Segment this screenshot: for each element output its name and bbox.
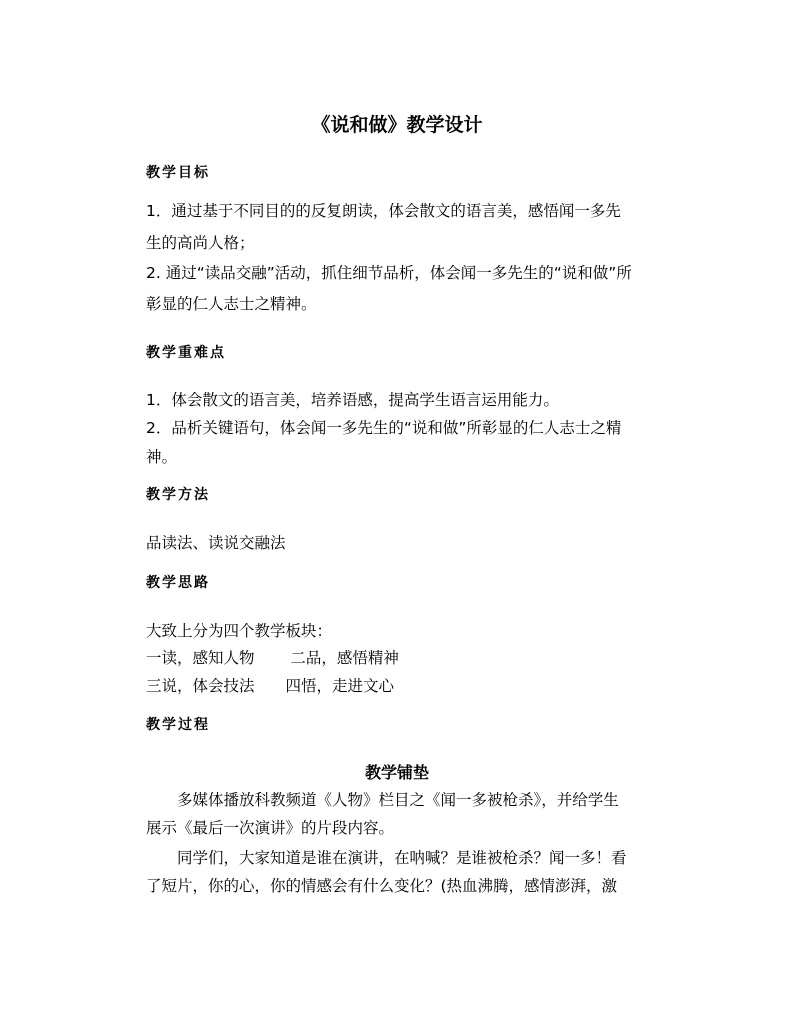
paragraph-line: 2. 通过“读品交融”活动，抓住细节品析，体会闻一多先生的“说和做”所 <box>146 264 632 282</box>
paragraph-line: 多媒体播放科教频道《人物》栏目之《闻一多被枪杀》，并给学生 <box>146 791 619 809</box>
subsection-heading: 教学铺垫 <box>364 763 429 782</box>
section-heading-key-points: 教学重难点 <box>146 345 226 361</box>
paragraph-line: 了短片，你的心，你的情感会有什么变化？(热血沸腾，感情澎湃，激 <box>146 877 618 895</box>
paragraph-line: 彰显的仁人志士之精神。 <box>146 295 317 313</box>
paragraph-line: 同学们，大家知道是谁在演讲，在呐喊？是谁被枪杀？闻一多！看 <box>146 849 627 867</box>
section-heading-objectives: 教学目标 <box>146 165 210 181</box>
section-heading-approach: 教学思路 <box>146 575 210 591</box>
document-title: 《说和做》教学设计 <box>311 114 483 136</box>
paragraph-line: 1．通过基于不同目的的反复朗读，体会散文的语言美，感悟闻一多先 <box>146 202 621 220</box>
paragraph-line: 三说，体会技法 四悟，走进文心 <box>146 677 395 695</box>
paragraph-line: 展示《最后一次演讲》的片段内容。 <box>146 819 395 837</box>
paragraph-line: 1．体会散文的语言美，培养语感，提高学生语言运用能力。 <box>146 391 559 409</box>
section-heading-methods: 教学方法 <box>146 487 210 503</box>
paragraph-line: 神。 <box>146 448 178 466</box>
paragraph-line: 品读法、读说交融法 <box>146 534 286 552</box>
paragraph-line: 大致上分为四个教学板块： <box>146 622 333 640</box>
paragraph-line: 一读，感知人物 二品，感悟精神 <box>146 649 399 667</box>
paragraph-line: 2．品析关键语句，体会闻一多先生的“说和做”所彰显的仁人志士之精 <box>146 419 622 437</box>
paragraph-line: 生的高尚人格； <box>146 234 255 252</box>
section-heading-process: 教学过程 <box>146 717 210 733</box>
